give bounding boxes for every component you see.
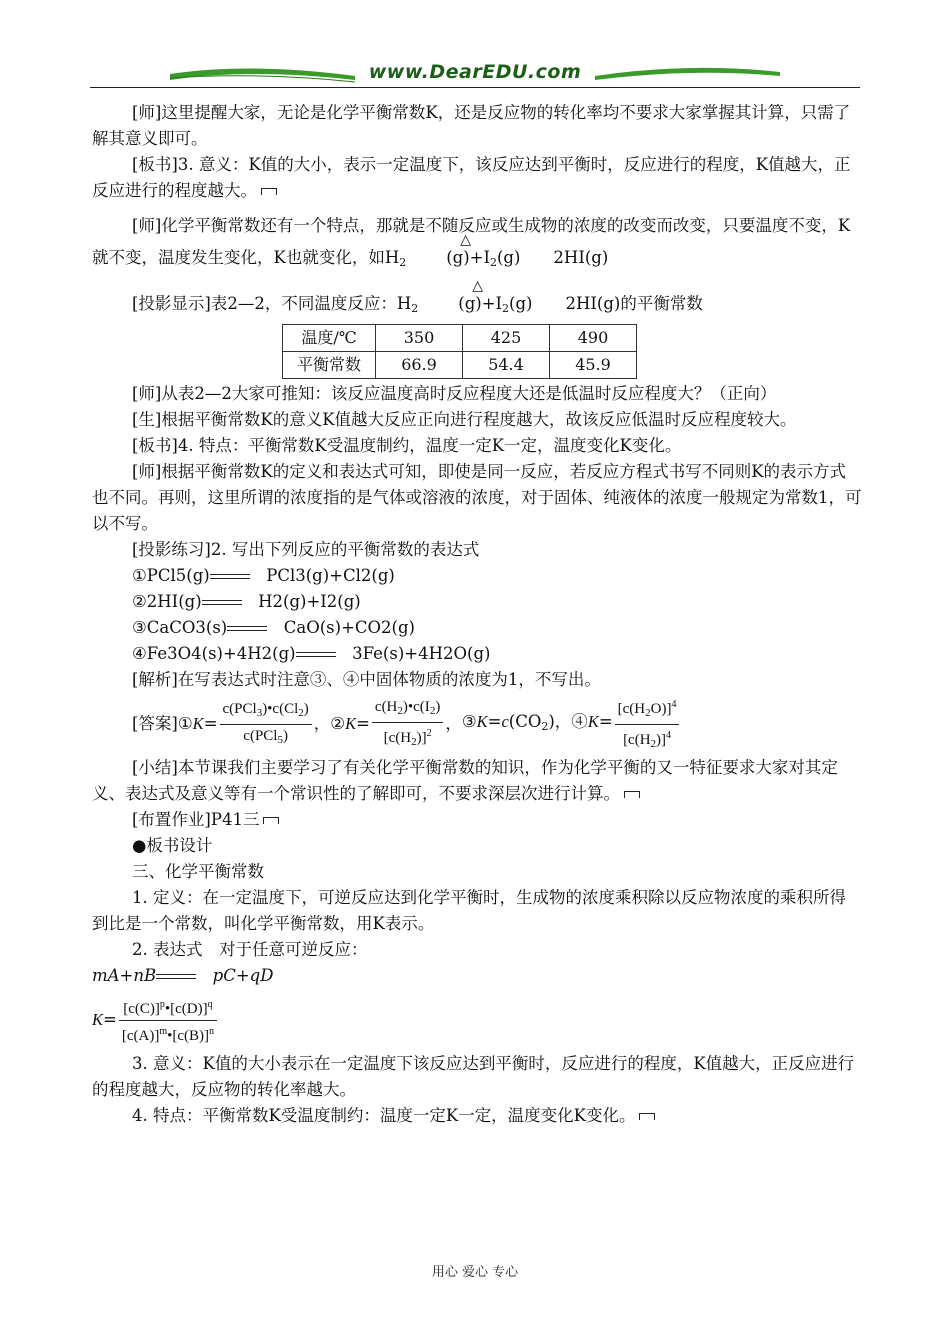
paragraph: [小结]本节课我们主要学习了有关化学平衡常数的知识，作为化学平衡的又一特征要求大家对其定义、表达式及意义等有一个常识性的了解即可，不要求深层次进行计算。 [92,758,838,803]
paragraph: [师]这里提醒大家，无论是化学平衡常数K，还是反应物的转化率均不要求大家掌握其计算，只需了解其意义即可。 [92,103,851,148]
paragraph: [板书]3. 意义：K值的大小，表示一定温度下，该反应达到平衡时，反应进行的程度，K值越大，正反应进行的程度越大。 [92,155,851,200]
section-mark-icon [624,791,640,798]
reaction: ②2HI(g) H2(g)+I2(g) [132,592,361,611]
table-cell: 45.9 [550,352,637,379]
table-row [283,352,637,379]
paragraph: [生]根据平衡常数K的意义K值越大反应正向进行程度越大，故该反应低温时反应程度较大。 [132,410,797,429]
site-logo[interactable]: www.DearEDU.com [368,61,582,83]
paragraph: [投影显示]表2—2，不同温度反应：$H_2$ (g)+I △ $_2$(g) 2HI(g)的平衡常数 [92,291,862,322]
paragraph: [师]从表2—2大家可推知：该反应温度高时反应程度大还是低温时反应程度大？（正向） [132,384,777,403]
equilibrium-arrow-icon [296,648,336,662]
table-cell: 温度/℃ [283,325,376,352]
paragraph: [师]根据平衡常数K的定义和表达式可知，即使是同一反应，若反应方程式书写不同则K的表示方式也不同。再则，这里所谓的浓度指的是气体或溶液的浓度，对于固体、纯液体的浓度一般规定为常数1，可以不写。 [92,462,862,533]
equilibrium-arrow-icon [227,622,267,636]
reaction: ④Fe3O4(s)+4H2(g) 3Fe(s)+4H2O(g) [132,644,491,663]
paragraph: 三、化学平衡常数 [132,862,264,881]
table-cell: 平衡常数 [283,352,376,379]
paragraph: 4. 特点：平衡常数K受温度制约：温度一定K一定，温度变化K变化。 [92,1103,862,1129]
header-rule [90,87,860,88]
paragraph: 1. 定义：在一定温度下，可逆反应达到化学平衡时，生成物的浓度乘积除以反应物浓度的乘积所得到比是一个常数，叫化学平衡常数，用K表示。 [92,888,846,933]
fraction: $\frac{c(H_2)•c(I_2)}{[c(H_2)]^2}$ [372,696,443,753]
table-cell: 490 [550,325,637,352]
equilibrium-arrow-icon [156,970,196,984]
header [90,60,860,90]
equilibrium-arrow-icon [210,570,250,584]
section-mark-icon [263,817,279,824]
footer-text: 用心 爱心 专心 [431,1265,519,1280]
equilibrium-arrow-icon [202,596,242,610]
fraction: $\frac{[c(C)]^p•[c(D)]^q}{[c(A)]^m•[c(B)]^n}$ [119,994,217,1047]
paragraph: [投影练习]2. 写出下列反应的平衡常数的表达式 [132,540,480,559]
heat-triangle-icon: △ [472,278,484,294]
reaction: ③CaCO3(s) CaO(s)+CO2(g) [132,618,415,637]
table-cell: 350 [376,325,463,352]
paragraph: [解析]在写表达式时注意③、④中固体物质的浓度为1，不写出。 [132,670,601,689]
fraction: $\frac{c(PCl_3)•c(Cl_2)}{c(PCl_5)}$ [220,698,312,751]
reaction: ①PCl5(g) PCl3(g)+Cl2(g) [132,566,395,585]
fraction: $\frac{[c(H_2O)]^4}{[c(H_2)]^4}$ [615,694,680,755]
paragraph: 2. 表达式 对于任意可逆反应： [132,940,368,959]
reaction: mA+nB pC+qD [92,966,274,985]
table-cell: 66.9 [376,352,463,379]
table-cell: 425 [463,325,550,352]
general-expression: K= $\frac{[c(C)]^p•[c(D)]^q}{[c(A)]^m•[c(B)]^n}$ [92,989,862,1051]
constant-table [282,324,637,379]
section-mark-icon [261,188,277,195]
paragraph: [师]化学平衡常数还有一个特点，那就是不随反应或生成物的浓度的改变而改变，只要温度不变，K就不变，温度发生变化，K也就变化，如$H_2$ (g)+I △ $_2$(g) 2HI(g) [92,216,851,269]
paragraph: 3. 意义：K值的大小表示在一定温度下该反应达到平衡时，反应进行的程度，K值越大，正反应进行的程度越大，反应物的转化率越大。 [92,1054,855,1099]
table-cell: 54.4 [463,352,550,379]
paragraph: [板书]4. 特点：平衡常数K受温度制约，温度一定K一定，温度变化K变化。 [132,436,682,455]
table-row [283,325,637,352]
answer-line: [答案] ①K= $\frac{c(PCl_3)•c(Cl_2)}{c(PCl_5)}$ ， ②K= $\frac{c(H_2)•c(I_2)}{[c(H_2)]^2}$ ， $③K=c(CO_2)$，④K= $\frac{[c(H_2O)]^4}{[c(H_2)]^4}$ [92,693,862,755]
heat-triangle-icon: △ [460,232,471,248]
paragraph: ●板书设计 [132,836,213,855]
paragraph: [布置作业]P41三 [92,807,862,833]
section-mark-icon [639,1113,655,1120]
content [92,100,862,1129]
